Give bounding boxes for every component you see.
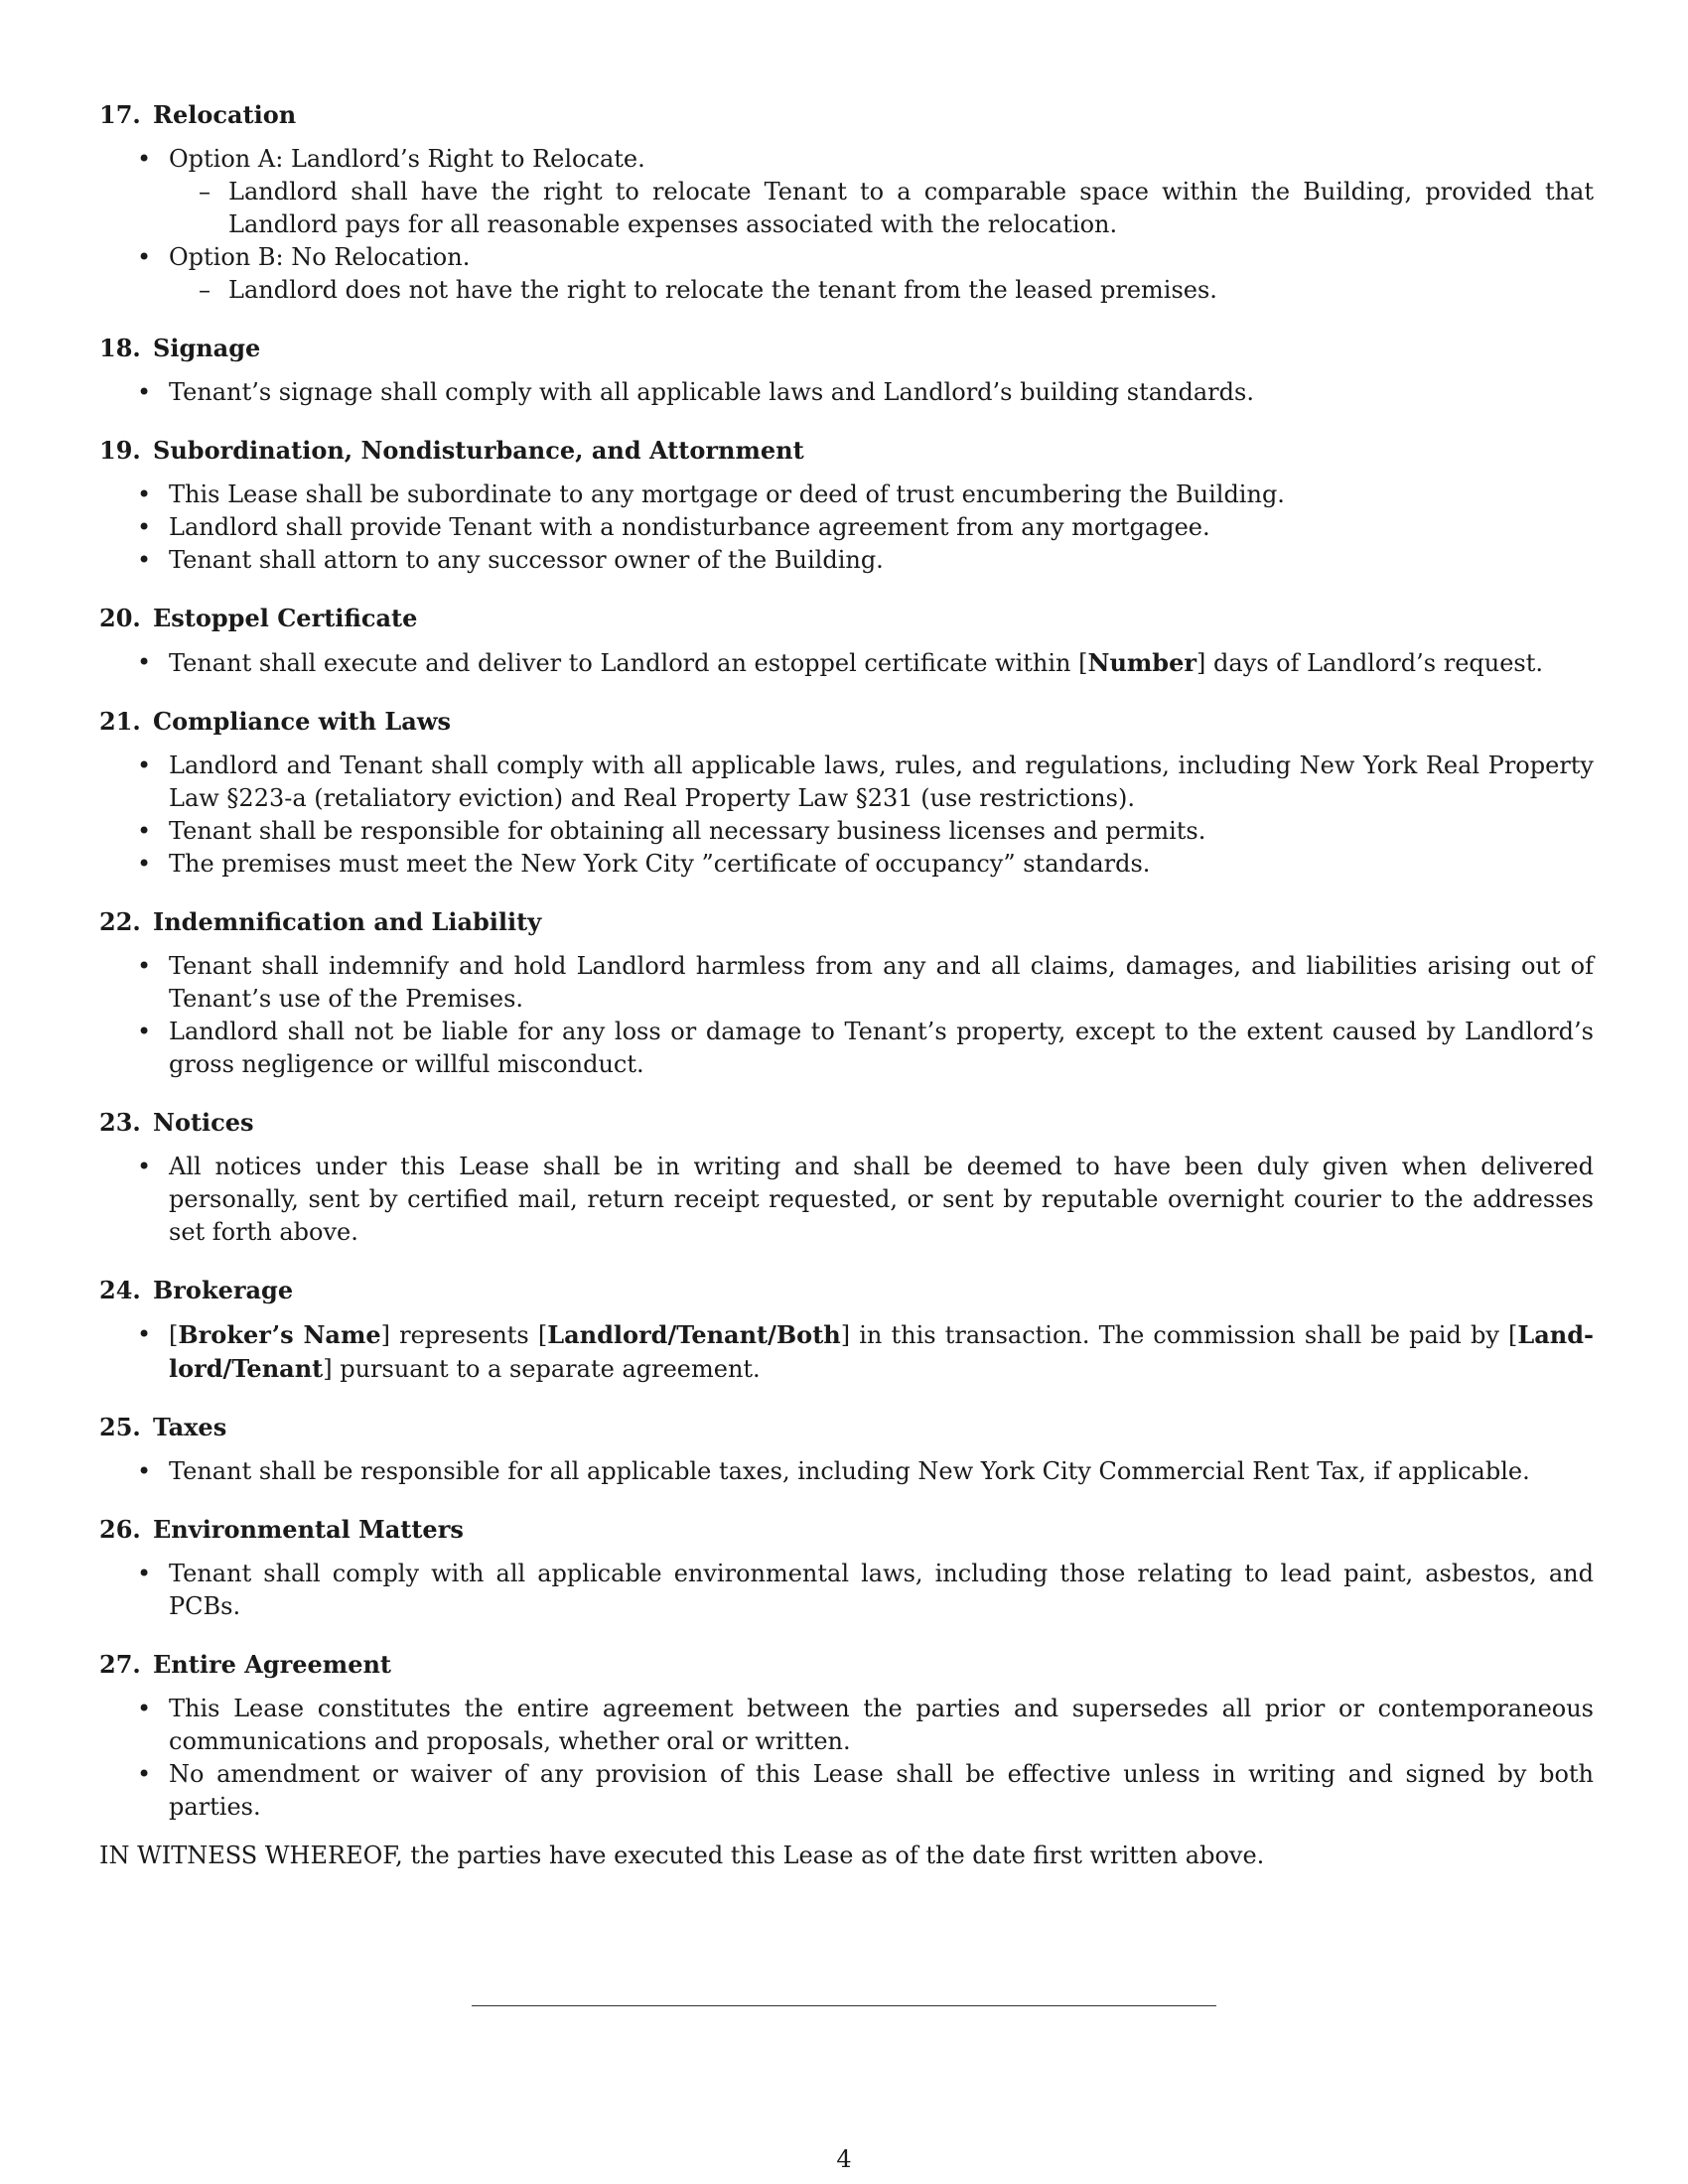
section-title: Indemnification and Liability <box>153 907 542 936</box>
signature-line <box>472 2005 1216 2006</box>
list-item <box>99 241 1594 307</box>
section-27-entire-agreement <box>99 1649 1594 1824</box>
bullet-list <box>99 143 1594 307</box>
bullet-list <box>99 1318 1594 1386</box>
placeholder-field: Land-lord/Tenant <box>169 1320 1594 1383</box>
section-18-signage <box>99 333 1594 409</box>
list-item: • Tenant shall attorn to any successor owner of the Building. <box>99 544 1594 577</box>
section-title: Taxes <box>153 1413 227 1441</box>
section-heading <box>99 906 1594 938</box>
bullet-list <box>99 478 1594 577</box>
section-number: 27. <box>99 1650 141 1679</box>
list-item: • No amendment or waiver of any provision of this Lease shall be effective unless in writing and signed by both parties. <box>99 1758 1594 1824</box>
list-item: • Tenant’s signage shall comply with all applicable laws and Landlord’s building standards. <box>99 376 1594 409</box>
section-heading <box>99 1649 1594 1681</box>
section-17-relocation <box>99 99 1594 307</box>
list-item: • Tenant shall be responsible for all applicable taxes, including New York City Commercial Rent Tax, if applicable. <box>99 1455 1594 1488</box>
bullet-list <box>99 1693 1594 1824</box>
list-item: • Tenant shall comply with all applicable environmental laws, including those relating to lead paint, asbestos, and PCBs. <box>99 1558 1594 1623</box>
placeholder-field: Broker’s Name <box>178 1320 381 1349</box>
list-item <box>99 646 1594 680</box>
section-title: Relocation <box>153 100 297 129</box>
list-item <box>99 1318 1594 1386</box>
list-item: • Landlord shall not be liable for any loss or damage to Tenant’s property, except to the extent caused by Landlord’s gross negligence or willful misconduct. <box>99 1016 1594 1081</box>
section-heading <box>99 99 1594 131</box>
section-number: 19. <box>99 436 141 465</box>
section-title: Compliance with Laws <box>153 707 452 736</box>
placeholder-field: Number <box>1087 648 1196 677</box>
sub-list-item: – Landlord shall have the right to relocate Tenant to a comparable space within the Building, provided that Landlord pays for all reasonable expenses associated with the relocation. <box>169 176 1594 241</box>
placeholder-field: Landlord/Tenant/Both <box>547 1320 841 1349</box>
section-heading <box>99 1107 1594 1139</box>
section-21-compliance <box>99 706 1594 881</box>
section-number: 18. <box>99 334 141 362</box>
section-number: 25. <box>99 1413 141 1441</box>
section-title: Entire Agreement <box>153 1650 391 1679</box>
witness-clause: IN WITNESS WHEREOF, the parties have executed this Lease as of the date first written above. <box>99 1842 1265 1869</box>
section-heading <box>99 435 1594 467</box>
list-item: • This Lease shall be subordinate to any mortgage or deed of trust encumbering the Building. <box>99 478 1594 511</box>
section-20-estoppel <box>99 603 1594 680</box>
list-item: • Landlord shall provide Tenant with a nondisturbance agreement from any mortgagee. <box>99 511 1594 544</box>
section-heading <box>99 1412 1594 1443</box>
sub-list-item: – Landlord does not have the right to relocate the tenant from the leased premises. <box>169 274 1594 307</box>
list-item-text: Option A: Landlord’s Right to Relocate. <box>169 145 645 173</box>
text-run: [ <box>169 1321 179 1349</box>
section-number: 26. <box>99 1515 141 1544</box>
section-number: 20. <box>99 604 141 632</box>
section-title: Subordination, Nondisturbance, and Attornment <box>153 436 804 465</box>
bullet-list <box>99 1455 1594 1488</box>
section-heading <box>99 1514 1594 1546</box>
section-number: 24. <box>99 1276 141 1304</box>
bullet-list <box>99 376 1594 409</box>
text-run: ] days of Landlord’s request. <box>1196 649 1544 677</box>
list-item: • Tenant shall be responsible for obtaining all necessary business licenses and permits. <box>99 815 1594 848</box>
section-title: Signage <box>153 334 261 362</box>
text-run: ] in this transaction. The commission shall be paid by [ <box>840 1321 1518 1349</box>
section-title: Brokerage <box>153 1276 294 1304</box>
document-page <box>99 99 1594 1872</box>
list-item: • All notices under this Lease shall be in writing and shall be deemed to have been duly given when delivered personally, sent by certified mail, return receipt requested, or sent by reputable overnight courier to the addresses set forth above. <box>99 1151 1594 1249</box>
section-heading <box>99 603 1594 634</box>
bullet-list <box>99 950 1594 1081</box>
section-19-subordination <box>99 435 1594 577</box>
section-number: 22. <box>99 907 141 936</box>
text-run: Tenant shall execute and deliver to Landlord an estoppel certificate within [ <box>169 649 1088 677</box>
text-run: ] pursuant to a separate agreement. <box>323 1355 761 1383</box>
section-heading <box>99 706 1594 738</box>
section-heading <box>99 333 1594 364</box>
section-number: 17. <box>99 100 141 129</box>
section-26-environmental <box>99 1514 1594 1623</box>
list-item: • Landlord and Tenant shall comply with all applicable laws, rules, and regulations, including New York Real Property Law §223-a (retaliatory eviction) and Real Property Law §231 (use restrictions). <box>99 750 1594 815</box>
page-number: 4 <box>836 2145 852 2173</box>
bullet-list <box>99 1558 1594 1623</box>
sub-list <box>169 176 1594 241</box>
bullet-list <box>99 1151 1594 1249</box>
list-item-text: Option B: No Relocation. <box>169 243 471 271</box>
section-24-brokerage <box>99 1275 1594 1386</box>
list-item <box>99 143 1594 241</box>
bullet-list <box>99 646 1594 680</box>
section-heading <box>99 1275 1594 1306</box>
section-number: 21. <box>99 707 141 736</box>
section-25-taxes <box>99 1412 1594 1488</box>
sub-list <box>169 274 1594 307</box>
section-title: Notices <box>153 1108 254 1137</box>
section-23-notices <box>99 1107 1594 1249</box>
list-item: • This Lease constitutes the entire agreement between the parties and supersedes all prior or contemporaneous communications and proposals, whether oral or written. <box>99 1693 1594 1758</box>
bullet-list <box>99 750 1594 881</box>
text-run: ] represents [ <box>380 1321 548 1349</box>
section-22-indemnification <box>99 906 1594 1081</box>
list-item: • The premises must meet the New York City ”certificate of occupancy” standards. <box>99 848 1594 881</box>
section-title: Estoppel Certificate <box>153 604 418 632</box>
list-item: • Tenant shall indemnify and hold Landlord harmless from any and all claims, damages, and liabilities arising out of Tenant’s use of the Premises. <box>99 950 1594 1016</box>
section-title: Environmental Matters <box>153 1515 464 1544</box>
section-number: 23. <box>99 1108 141 1137</box>
